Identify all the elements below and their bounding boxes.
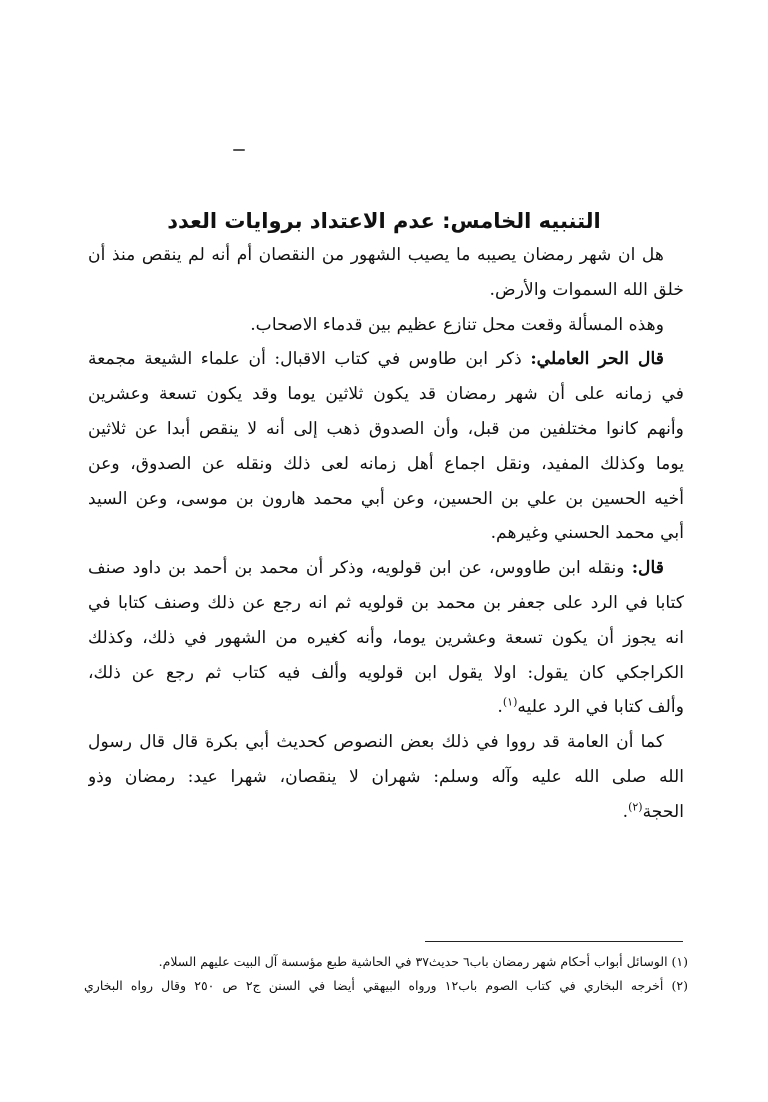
text-segment: وألف كتابا في الرد عليه <box>517 697 684 718</box>
paragraph-2 <box>88 308 684 343</box>
paragraph-1 <box>88 238 684 308</box>
text-line: أخيه الحسين بن علي بن الحسين، وعن أبي محمد هارون بن موسى، وعن السيد <box>88 488 684 509</box>
footnote-divider <box>425 941 683 942</box>
text-segment: الحجة <box>642 801 684 822</box>
text-segment: ونقله ابن طاووس، عن ابن قولويه، وذكر أن محمد بن أحمد بن داود صنف <box>88 558 625 579</box>
footnote-1: (١) الوسائل أبواب أحكام شهر رمضان باب٦ حديث٣٧ في الحاشية طبع مؤسسة آل البيت عليهم السلام. <box>158 954 688 969</box>
text-line: كما أن العامة قد رووا في ذلك بعض النصوص كحديث أبي بكرة قال قال رسول <box>88 732 664 753</box>
footnote-ref-1: (١) <box>502 695 518 709</box>
paragraph-3 <box>88 342 684 551</box>
text-line <box>88 342 684 377</box>
text-line: الكراجكي كان يقول: اولا يقول ابن قولويه وألف فيه كتاب ثم رجع عن ذلك، <box>88 662 684 683</box>
footnotes <box>84 950 688 998</box>
text-line <box>88 795 684 830</box>
text-segment: ذكر ابن طاوس في كتاب الاقبال: أن علماء الشيعة مجمعة <box>88 349 522 370</box>
section-heading: التنبيه الخامس: عدم الاعتداد بروايات العدد <box>167 209 601 233</box>
speaker-label: قال الحر العاملي: <box>530 349 664 370</box>
text-line: أبي محمد الحسني وغيرهم. <box>490 523 684 544</box>
text-line <box>88 551 684 586</box>
footnote-ref-2: (٢) <box>628 800 643 814</box>
page-speck <box>233 149 245 151</box>
text-segment: . <box>497 697 503 718</box>
text-line: انه يجوز أن يكون تسعة وعشرين يوما، وأنه كغيره من الشهور في ذلك، وكذلك <box>88 627 684 648</box>
text-line: خلق الله السموات والأرض. <box>489 279 684 300</box>
text-segment: . <box>622 801 629 822</box>
paragraph-5 <box>88 725 684 829</box>
text-line: في زمانه على أن شهر رمضان قد يكون ثلاثين يوما وقد يكون تسعة وعشرين <box>88 384 684 405</box>
text-line: الله صلى الله عليه وآله وسلم: شهران لا ينقصان، شهرا عيد: رمضان وذو <box>88 766 684 787</box>
paragraph-4 <box>88 551 684 725</box>
text-line: وأنهم كانوا مختلفين من قبل، وأن الصدوق ذهب إلى أنه لا ينقص أبدا عن ثلاثين <box>88 418 684 439</box>
text-line: يوما وكذلك المفيد، ونقل اجماع أهل زمانه لعى ذلك ونقله عن الصدوق، وعن <box>88 453 684 474</box>
text-line: هل ان شهر رمضان يصيبه ما يصيب الشهور من النقصان أم أنه لم ينقص منذ أن <box>88 245 664 265</box>
text-line: وهذه المسألة وقعت محل تنازع عظيم بين قدماء الاصحاب. <box>250 314 664 335</box>
text-line: كتابا في الرد على جعفر بن محمد بن قولويه ثم انه رجع عن ذلك وصنف كتابا في <box>88 592 684 613</box>
footnote-2: (٢) أخرجه البخاري في كتاب الصوم باب١٢ ورواه البيهقي أيضا في السنن ج٢ ص ٢٥٠ وقال رواه البخاري <box>84 978 688 993</box>
body-text <box>88 238 684 830</box>
speaker-label: قال: <box>631 558 664 579</box>
text-line <box>88 690 684 725</box>
